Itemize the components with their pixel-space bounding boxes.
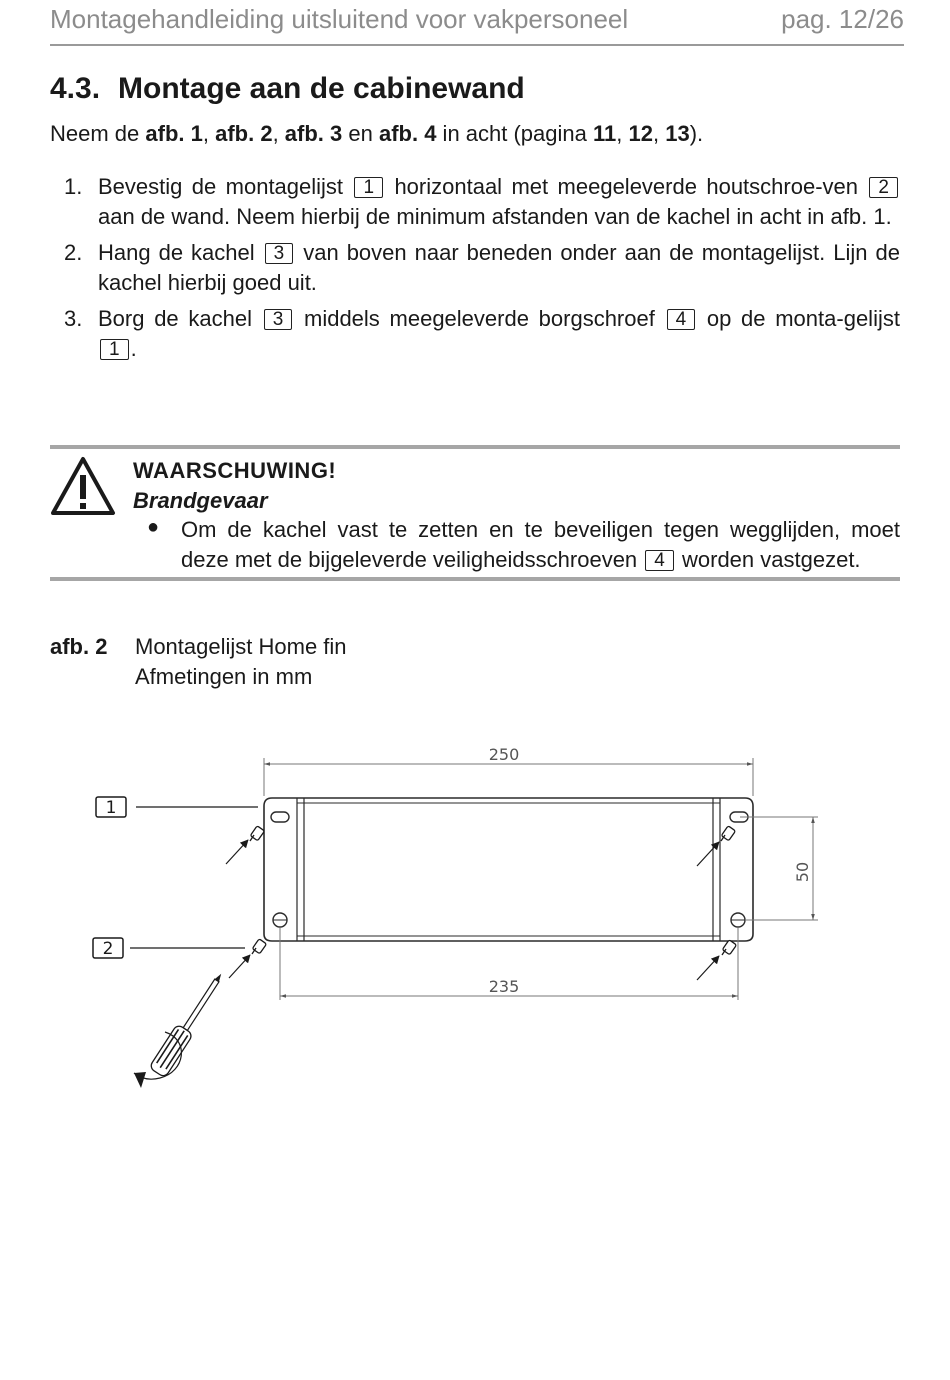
- figure-ref: afb. 3: [284, 121, 343, 146]
- warning-box: [50, 445, 900, 581]
- callout-1: [96, 797, 258, 818]
- mounting-rail-drawing: [0, 720, 950, 1120]
- header-title: Montagehandleiding uitsluitend voor vakpersoneel: [50, 4, 629, 34]
- screw: [229, 939, 267, 978]
- instruction-steps: [50, 172, 900, 370]
- intro-text: en: [342, 121, 379, 146]
- page-ref: 13: [665, 121, 690, 146]
- section-title: [50, 72, 525, 106]
- dimension-label: 50: [793, 861, 812, 883]
- figure-ref: afb. 4: [378, 121, 437, 146]
- caption-line-1: Montagelijst Home fin: [135, 634, 347, 659]
- step-text: Hang de kachel: [98, 240, 255, 265]
- intro-text: ,: [272, 121, 285, 146]
- part-ref: 1: [100, 339, 129, 360]
- intro-text: in acht (pagina: [436, 121, 593, 146]
- step-text: middels meegeleverde borgschroef: [304, 306, 655, 331]
- section-number: 4.3.: [50, 72, 101, 105]
- intro-text: Neem de: [50, 121, 146, 146]
- intro-text: ,: [202, 121, 216, 146]
- page-ref: 11: [592, 121, 617, 146]
- warning-title: WAARSCHUWING!: [133, 458, 337, 483]
- step-text: horizontaal met meegeleverde houtschroe-ven: [394, 174, 858, 199]
- screw: [226, 826, 265, 864]
- step-text: op de monta-gelijst: [706, 306, 900, 331]
- step-text: van boven naar beneden onder aan de montagelijst. Lijn de kachel hierbij goed uit.: [98, 240, 900, 295]
- warning-text: deze met de bijgeleverde veiligheidsschroeven: [181, 547, 638, 572]
- warning-subtitle: Brandgevaar: [133, 488, 268, 513]
- page-ref: 12: [628, 121, 653, 146]
- page-header: [50, 0, 904, 46]
- dimension-label: 235: [488, 977, 520, 996]
- warning-text: worden vastgezet.: [682, 547, 861, 572]
- screw: [697, 940, 737, 980]
- intro-text: ).: [689, 121, 704, 146]
- callout-2: [93, 938, 245, 959]
- figure-label: afb. 2: [50, 634, 108, 659]
- list-item: [50, 238, 900, 297]
- intro-paragraph: [50, 121, 703, 147]
- step-text: Bevestig de montagelijst: [98, 174, 344, 199]
- step-text: aan de wand. Neem hierbij de minimum afstanden van de kachel in acht in afb. 1.: [98, 203, 892, 229]
- step-number: 1.: [64, 174, 83, 199]
- part-ref: 4: [645, 550, 674, 571]
- step-text: .: [130, 335, 137, 361]
- callout-label: 2: [102, 939, 114, 959]
- callout-label: 1: [105, 798, 117, 818]
- screwdriver-icon: [149, 969, 229, 1078]
- part-ref: 3: [265, 243, 294, 264]
- list-item: [50, 172, 900, 231]
- warning-text: Om de kachel vast te zetten en te beveiligen tegen wegglijden, moet: [181, 517, 900, 542]
- bullet: ●: [147, 516, 160, 538]
- part-ref: 4: [667, 309, 696, 330]
- intro-text: ,: [652, 121, 666, 146]
- list-item: [50, 304, 900, 363]
- figure-ref: afb. 2: [215, 121, 273, 146]
- dimension-label: 250: [488, 745, 520, 764]
- figure-ref: afb. 1: [145, 121, 203, 146]
- dimension-250: [264, 745, 753, 796]
- caption-line-2: Afmetingen in mm: [135, 663, 313, 689]
- part-ref: 3: [264, 309, 293, 330]
- mounting-rail: [264, 798, 753, 941]
- step-number: 3.: [64, 306, 83, 331]
- warning-triangle-icon: [50, 455, 116, 517]
- page-number: pag. 12/26: [781, 4, 904, 34]
- intro-text: ,: [616, 121, 629, 146]
- step-number: 2.: [64, 240, 83, 265]
- section-title-text: Montage aan de cabinewand: [118, 72, 525, 105]
- part-ref: 1: [354, 177, 383, 198]
- step-text: Borg de kachel: [98, 306, 252, 331]
- part-ref: 2: [869, 177, 898, 198]
- warning-text-line2: [181, 545, 861, 575]
